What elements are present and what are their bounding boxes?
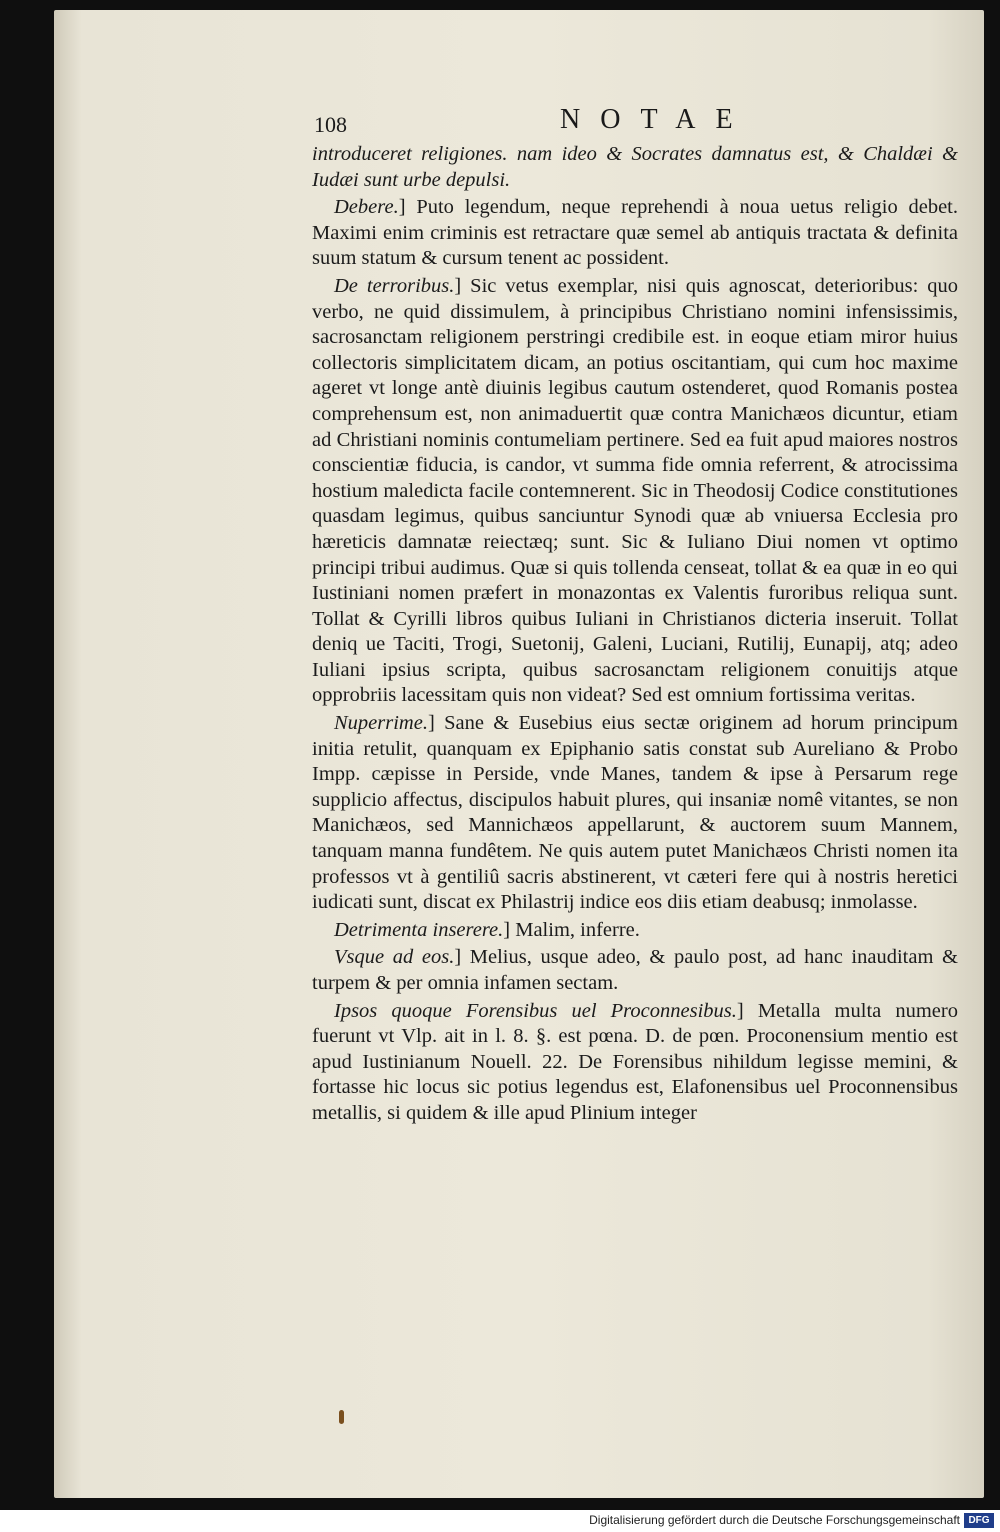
note-lemma: Ipsos quoque Forensibus uel Proconnesibus. bbox=[334, 999, 737, 1022]
note-lemma: Vsque ad eos. bbox=[334, 946, 455, 969]
note-de-terroribus bbox=[312, 274, 958, 709]
ink-stain bbox=[339, 1410, 344, 1424]
note-detrimenta bbox=[312, 918, 958, 944]
note-text: ] Malim, inferre. bbox=[503, 918, 640, 941]
running-title: NOTAE bbox=[560, 104, 753, 135]
dfg-logo: DFG bbox=[964, 1513, 994, 1528]
note-lemma: Nuperrime. bbox=[334, 712, 428, 735]
note-text: ] Sic vetus exemplar, nisi quis agnoscat, deterioribus: quo verbo, ne quid dissimulem, à principibus Christiano nomini infensissimis, sacrosanctam religionem perstringi credibile est. in eoque etiam miror huius collectoris simplicitatem dicam, an potius oscitantiam, qui cum hoc maxime ageret vt longe antè diuinis legibus cautum ostenderet, quod Romanis postea comprehensum est, non animaduertit quæ contra Manichæos dicuntur, etiam ad Christiani nominis contumeliam pertinere. Sed ea fuit apud maiores nostros conscientiæ fiducia, is candor, vt summa fide omnia referrent, & atrocissima hostium maledicta facile contemnerent. Sic in Theodosij Codice constitutiones quasdam legimus, quibus sanciuntur Synodi quæ ab vniuersa Ecclesia pro hæreticis damnatæ reiectæq; sunt. Sic & Iuliano Diui nomen vt optimo principi tribui audimus. Quæ si quis tollenda censeat, tollat & ea quæ in eo qui Iustiniani nomen præfert in monazontas ex Valentis furoribus reliqua sunt. Tollat & Cyrilli libros quibus Iuliani in Christianos dicteria inseruit. Tollat deniq ue Taciti, Trogi, Suetonij, Galeni, Luciani, Rutilij, Eunapij, atq; adeo Iuliani ipsius scripta, quibus sacrosanctam religionem conuitijs atque opprobriis lacessitam quis non videat? Sed est omnium fortissima veritas. bbox=[312, 274, 958, 707]
note-lemma: Debere. bbox=[334, 196, 399, 219]
note-debere bbox=[312, 195, 958, 272]
note-lemma: Detrimenta inserere. bbox=[334, 918, 504, 941]
note-text: ] Puto legendum, neque reprehendi à noua uetus religio debet. Maximi enim criminis est retractare quæ semel ab antiquis tractata & definita suum statum & cursum tenent ac possident. bbox=[312, 196, 958, 270]
note-vsque-ad-eos bbox=[312, 945, 958, 996]
page-number: 108 bbox=[314, 112, 347, 137]
page-header bbox=[314, 104, 974, 140]
note-text: ] Metalla multa numero fuerunt vt Vlp. ait in l. 8. §. est pœna. D. de pœn. Proconensium mentio est apud Iustinianum Nouell. 22. De Forensibus nihildum legisse memini, & fortasse hic locus sic potius legendus est, Elafonensibus uel Proconnensibus metallis, si quidem & ille apud Plinium integer bbox=[312, 999, 958, 1124]
note-text: ] Sane & Eusebius eius sectæ originem ad horum principum initia retulit, quanquam ex Epiphanio satis constat sub Aureliano & Probo Impp. cæpisse in Perside, vnde Manes, tandem & ipse à Persarum rege supplicio affectus, discipulos habuit plures, qui insaniæ nomê vitantes, se non Manichæos, sed Mannichæos appellarunt, & auctorem suum Mannem, tanquam manna fundêtem. Ne quis autem putet Manichæos Christi nomen ita professos vt à gentiliû sacris abstinerent, vt cæteri fere qui à nostris heretici iudicati sunt, discat ex Philastrij indice eos diis etiam deabusq; inmolasse. bbox=[312, 712, 958, 914]
note-nuperrime bbox=[312, 711, 958, 916]
note-lemma: De terroribus. bbox=[334, 274, 455, 297]
note-ipsos-quoque bbox=[312, 999, 958, 1127]
funding-credit: Digitalisierung gefördert durch die Deutsche Forschungsgemeinschaft bbox=[589, 1513, 960, 1527]
paragraph-text: introduceret religiones. nam ideo & Socrates damnatus est, & Chaldæi & Iudæi sunt urbe depulsi. bbox=[312, 143, 958, 191]
footer-bar bbox=[0, 1510, 1000, 1532]
paragraph-continuation bbox=[312, 142, 958, 193]
note-text: ] Melius, usque adeo, & paulo post, ad hanc inauditam & turpem & per omnia infamen sectam. bbox=[312, 946, 958, 994]
notes-text bbox=[312, 142, 958, 1129]
